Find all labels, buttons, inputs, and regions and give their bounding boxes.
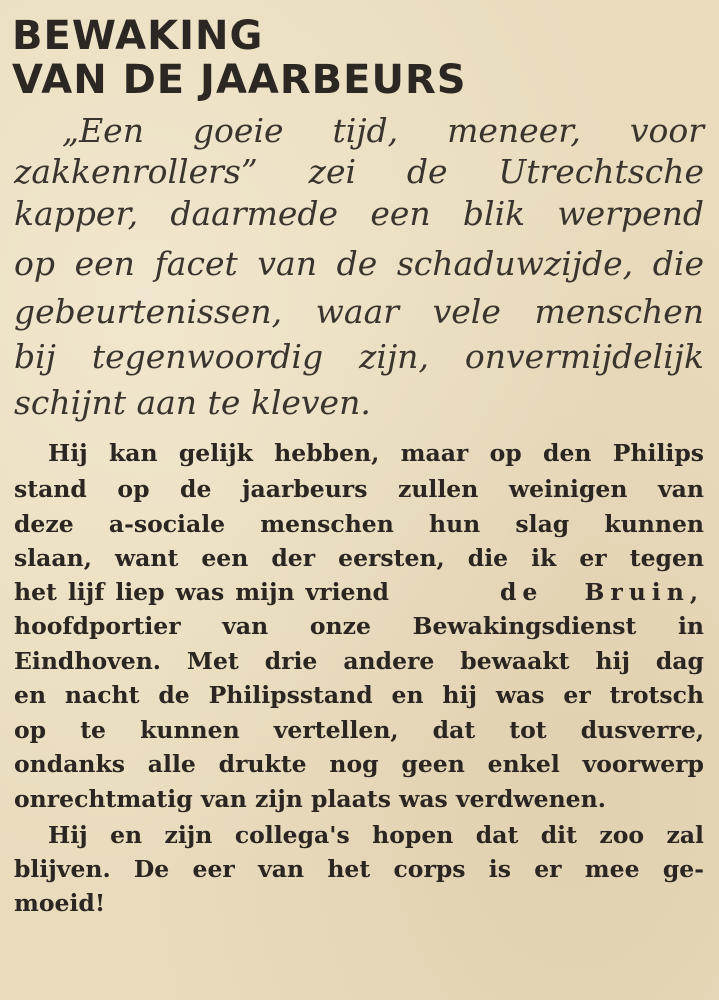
body-line: moeid!: [14, 889, 106, 917]
lede-line: zakkenrollers” zei de Utrechtsche: [14, 152, 704, 191]
body-line: Hij kan gelijk hebben, maar op den Philips: [48, 439, 704, 467]
lede-line: bij tegenwoordig zijn, onvermijdelijk: [14, 337, 704, 376]
lede-line: schijnt aan te kleven.: [14, 383, 371, 422]
body-line: het lijf liep was mijn vriend: [14, 578, 389, 606]
body-line: hoofdportier van onze Bewakingsdienst in: [14, 612, 704, 640]
lede-line: kapper, daarmede een blik werpend: [14, 194, 704, 233]
body-line: op te kunnen vertellen, dat tot dusverre,: [14, 716, 704, 744]
lede-line: gebeurtenissen, waar vele menschen: [14, 292, 704, 331]
lede-line: op een facet van de schaduwzijde, die: [14, 244, 704, 283]
lede-line: „Een goeie tijd, meneer, voor: [62, 111, 704, 150]
body-line-name: de Bruin,: [500, 578, 704, 606]
body-line: blijven. De eer van het corps is er mee ge-: [14, 855, 704, 883]
body-line: onrechtmatig van zijn plaats was verdwenen.: [14, 785, 606, 813]
body-line: slaan, want een der eersten, die ik er tegen: [14, 544, 704, 572]
body-line: en nacht de Philipsstand en hij was er trotsch: [14, 681, 704, 709]
headline-line-2: VAN DE JAARBEURS: [12, 57, 467, 103]
body-line: Eindhoven. Met drie andere bewaakt hij dag: [14, 647, 704, 675]
body-line: stand op de jaarbeurs zullen weinigen van: [14, 475, 704, 503]
body-line: deze a-sociale menschen hun slag kunnen: [14, 510, 704, 538]
body-line: Hij en zijn collega's hopen dat dit zoo zal: [48, 821, 704, 849]
body-line: ondanks alle drukte nog geen enkel voorwerp: [14, 750, 704, 778]
headline-line-1: BEWAKING: [12, 13, 264, 59]
